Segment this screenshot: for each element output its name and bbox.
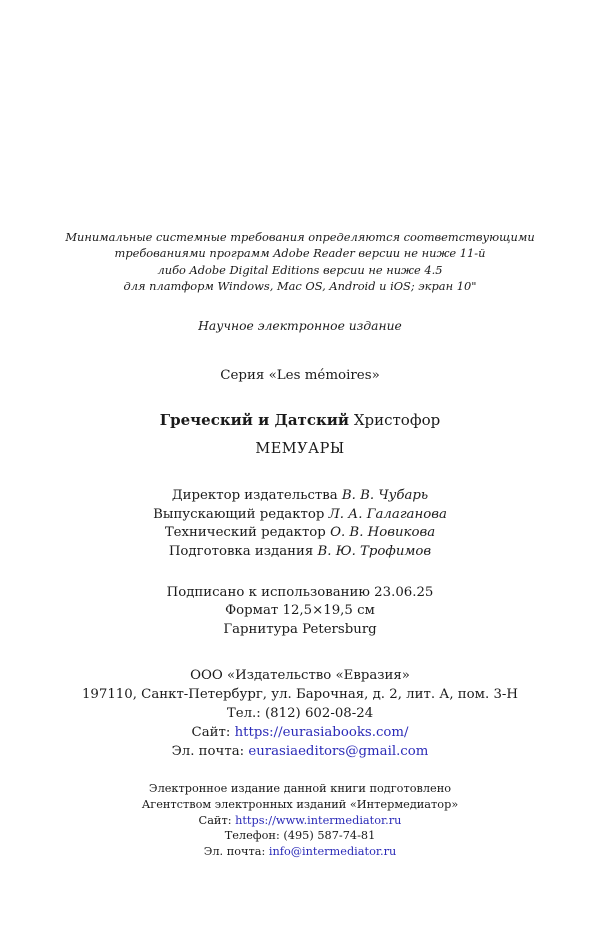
publisher-address: 197110, Санкт-Петербург, ул. Барочная, д. 2, лит. А, пом. 3-Н [81,687,519,702]
sysreq-line: требованиями программ Adobe Reader версии не ниже 11-й [114,246,486,261]
agency-line: Агентством электронных изданий «Интермедиатор» [141,797,459,811]
publisher-site [0,723,600,742]
system-requirements [0,229,600,294]
staff-row [0,506,600,525]
agency-email [0,844,600,860]
publisher-email-link[interactable]: eurasiaeditors@gmail.com [248,744,429,759]
email-label: Эл. почта: [171,744,245,759]
agency-phone: Телефон: (495) 587-74-81 [224,829,376,843]
staff-person: В. Ю. Трофимов [317,543,432,559]
publisher-info [0,666,600,761]
publisher-name: ООО «Издательство «Евразия» [190,668,410,683]
staff-person: Л. А. Галаганова [328,506,447,522]
email-label: Эл. почта: [203,845,266,859]
format-info: Формат 12,5×19,5 см [225,603,375,619]
agency-site [0,813,600,829]
staff-row [0,524,600,543]
sysreq-line: либо Adobe Digital Editions версии не ниже 4.5 [157,262,443,277]
print-info [0,584,600,639]
author-name: Христофор [353,411,441,429]
signed-date: Подписано к использованию 23.06.25 [166,585,434,600]
publisher-email [0,742,600,761]
typeface-info: Гарнитура Petersburg [223,621,377,637]
staff-row [0,487,600,506]
staff-role: Выпускающий редактор [153,506,325,522]
staff-person: О. В. Новикова [330,525,436,541]
author-surname: Греческий и Датский [159,411,350,429]
book-title: МЕМУАРЫ [255,441,345,457]
edition-type: Научное электронное издание [198,319,402,333]
series-name: Серия «Les mémoires» [220,368,380,383]
sysreq-line: для платформ Windows, Mac OS, Android и iOS; экран 10" [123,278,477,293]
agency-site-link[interactable]: https://www.intermediator.ru [235,813,402,827]
publisher-site-link[interactable]: https://eurasiabooks.com/ [234,725,409,740]
agency-line: Электронное издание данной книги подготовлено [148,782,452,795]
author [0,411,600,429]
staff-role: Подготовка издания [168,543,314,559]
staff-row [0,543,600,562]
agency-email-link[interactable]: info@intermediator.ru [268,845,397,859]
staff-role: Директор издательства [171,488,338,503]
staff-list [0,487,600,561]
staff-role: Технический редактор [164,525,326,541]
sysreq-line: Минимальные системные требования определяются соответствующими [65,230,535,244]
publisher-phone: Тел.: (812) 602-08-24 [226,706,374,721]
site-label: Сайт: [191,725,231,740]
staff-person: В. В. Чубарь [341,488,429,503]
agency-info [0,781,600,860]
site-label: Сайт: [198,813,232,827]
